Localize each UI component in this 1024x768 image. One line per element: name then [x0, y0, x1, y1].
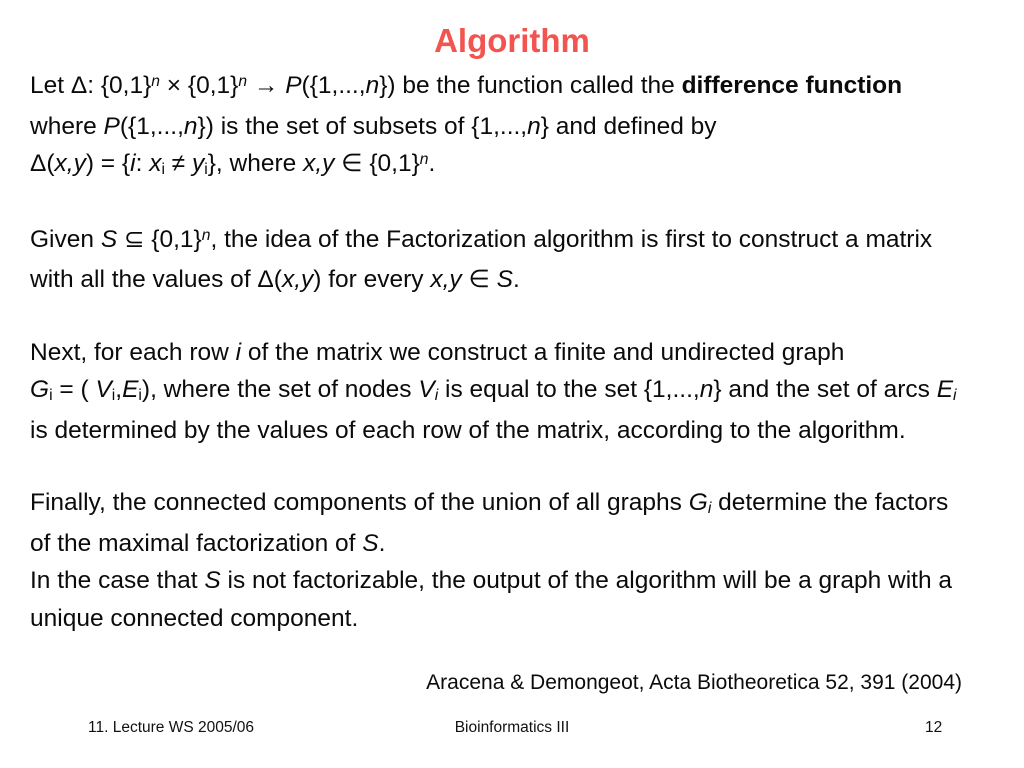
text-line — [30, 67, 1005, 108]
text-run: with all the values of Δ( — [30, 266, 282, 293]
text-run: ∈ {0,1} — [334, 150, 420, 177]
text-run: → — [247, 72, 286, 99]
text-run: i — [49, 386, 53, 404]
text-run: i — [138, 386, 142, 404]
text-line — [30, 600, 1005, 638]
text-run: x,y — [281, 266, 314, 293]
text-run: determine the factors — [711, 489, 949, 516]
text-run: S — [496, 266, 513, 293]
text-run: Given — [30, 225, 101, 253]
text-run: Δ( — [30, 150, 55, 177]
text-run: where — [30, 112, 104, 140]
text-run: ({1,..., — [119, 112, 184, 140]
slide-footer — [0, 719, 1024, 739]
text-run: ≠ — [164, 150, 192, 177]
text-run: n — [183, 112, 198, 140]
text-run: i — [204, 160, 208, 178]
paragraph — [30, 484, 1005, 637]
footer-lecture-label: 11. Lecture WS 2005/06 — [88, 719, 255, 736]
text-run: of the matrix we construct a finite and undirected graph — [241, 338, 845, 366]
text-run: Let Δ: {0,1} — [30, 72, 152, 99]
text-run: , the idea of the Factorization algorithm is first to construct a matrix — [210, 225, 933, 253]
text-run: n — [527, 112, 541, 140]
text-line — [30, 562, 1005, 600]
text-run: ), where the set of nodes — [141, 376, 419, 403]
text-line — [30, 412, 1005, 450]
slide-title: Algorithm — [434, 22, 590, 59]
text-line — [30, 484, 1005, 525]
text-run: ({1,..., — [301, 72, 366, 99]
text-run: S — [100, 225, 118, 253]
text-line — [30, 525, 1005, 563]
text-run: n — [419, 151, 429, 169]
text-run: P — [103, 112, 120, 140]
text-line — [30, 221, 1005, 262]
text-run: } and the set of arcs — [713, 376, 937, 403]
text-run: i — [953, 386, 957, 404]
text-run: i — [434, 386, 439, 404]
text-run: In the case that — [30, 567, 205, 594]
text-run: ⊆ {0,1} — [117, 225, 202, 253]
text-run: }, where — [207, 150, 304, 177]
text-run: S — [362, 529, 379, 557]
text-run: i — [235, 338, 242, 366]
slide-body — [30, 67, 1005, 637]
paragraph — [30, 334, 1005, 450]
text-line — [30, 371, 1005, 412]
text-line — [30, 334, 1005, 372]
text-run: is equal to the set {1,..., — [438, 376, 700, 403]
text-run: i — [707, 499, 712, 517]
text-run: E — [122, 376, 139, 403]
text-run: of the maximal factorization of — [30, 529, 363, 557]
text-run: ) for every — [313, 266, 431, 293]
text-run: i — [130, 150, 136, 177]
text-run: V — [418, 376, 435, 403]
text-run: difference function — [681, 72, 903, 99]
text-run: y — [191, 150, 205, 177]
text-run: P — [285, 72, 302, 99]
text-run: }) is the set of subsets of {1,..., — [197, 112, 528, 140]
text-run: V — [95, 376, 112, 403]
text-run: S — [204, 567, 221, 594]
text-run: E — [936, 376, 954, 403]
text-run: G — [688, 489, 708, 516]
text-run: x,y — [54, 150, 86, 177]
citation: Aracena & Demongeot, Acta Biotheoretica 52, 391 (2004) — [426, 671, 962, 694]
text-run: n — [699, 376, 714, 403]
text-run: ∈ — [461, 266, 497, 293]
text-run: . — [428, 150, 436, 177]
text-run: is determined by the values of each row of the matrix, according to the algorithm. — [30, 416, 906, 444]
text-run: : — [135, 150, 150, 177]
text-run: }) be the function called the — [379, 72, 682, 99]
text-run: . — [378, 529, 386, 557]
text-run: Finally, the connected components of the union of all graphs — [30, 489, 689, 516]
text-line — [30, 145, 1005, 186]
text-run: n — [201, 226, 211, 244]
text-run: G — [30, 376, 50, 403]
text-run: x — [149, 150, 162, 177]
footer-course-label: Bioinformatics III — [454, 719, 570, 736]
text-run: , — [115, 376, 123, 403]
text-run: n — [151, 73, 160, 91]
text-run: is not factorizable, the output of the algorithm will be a graph with a — [220, 567, 953, 594]
text-run: . — [512, 266, 520, 293]
text-run: i — [111, 386, 116, 404]
text-run: x,y — [430, 266, 462, 293]
footer-page-number: 12 — [925, 719, 943, 736]
text-run: x,y — [303, 150, 335, 177]
text-run: ) = { — [85, 150, 131, 177]
text-line — [30, 261, 1005, 299]
text-run: n — [238, 73, 248, 91]
text-run: Next, for each row — [30, 338, 236, 366]
text-run: i — [161, 160, 165, 178]
text-run: n — [365, 72, 380, 99]
text-run: } and defined by — [540, 112, 717, 140]
text-run: = ( — [52, 376, 96, 403]
paragraph — [30, 221, 1005, 299]
text-run: unique connected component. — [30, 604, 359, 632]
text-run: × {0,1} — [160, 72, 239, 99]
paragraph — [30, 67, 1005, 186]
text-line — [30, 108, 1005, 146]
